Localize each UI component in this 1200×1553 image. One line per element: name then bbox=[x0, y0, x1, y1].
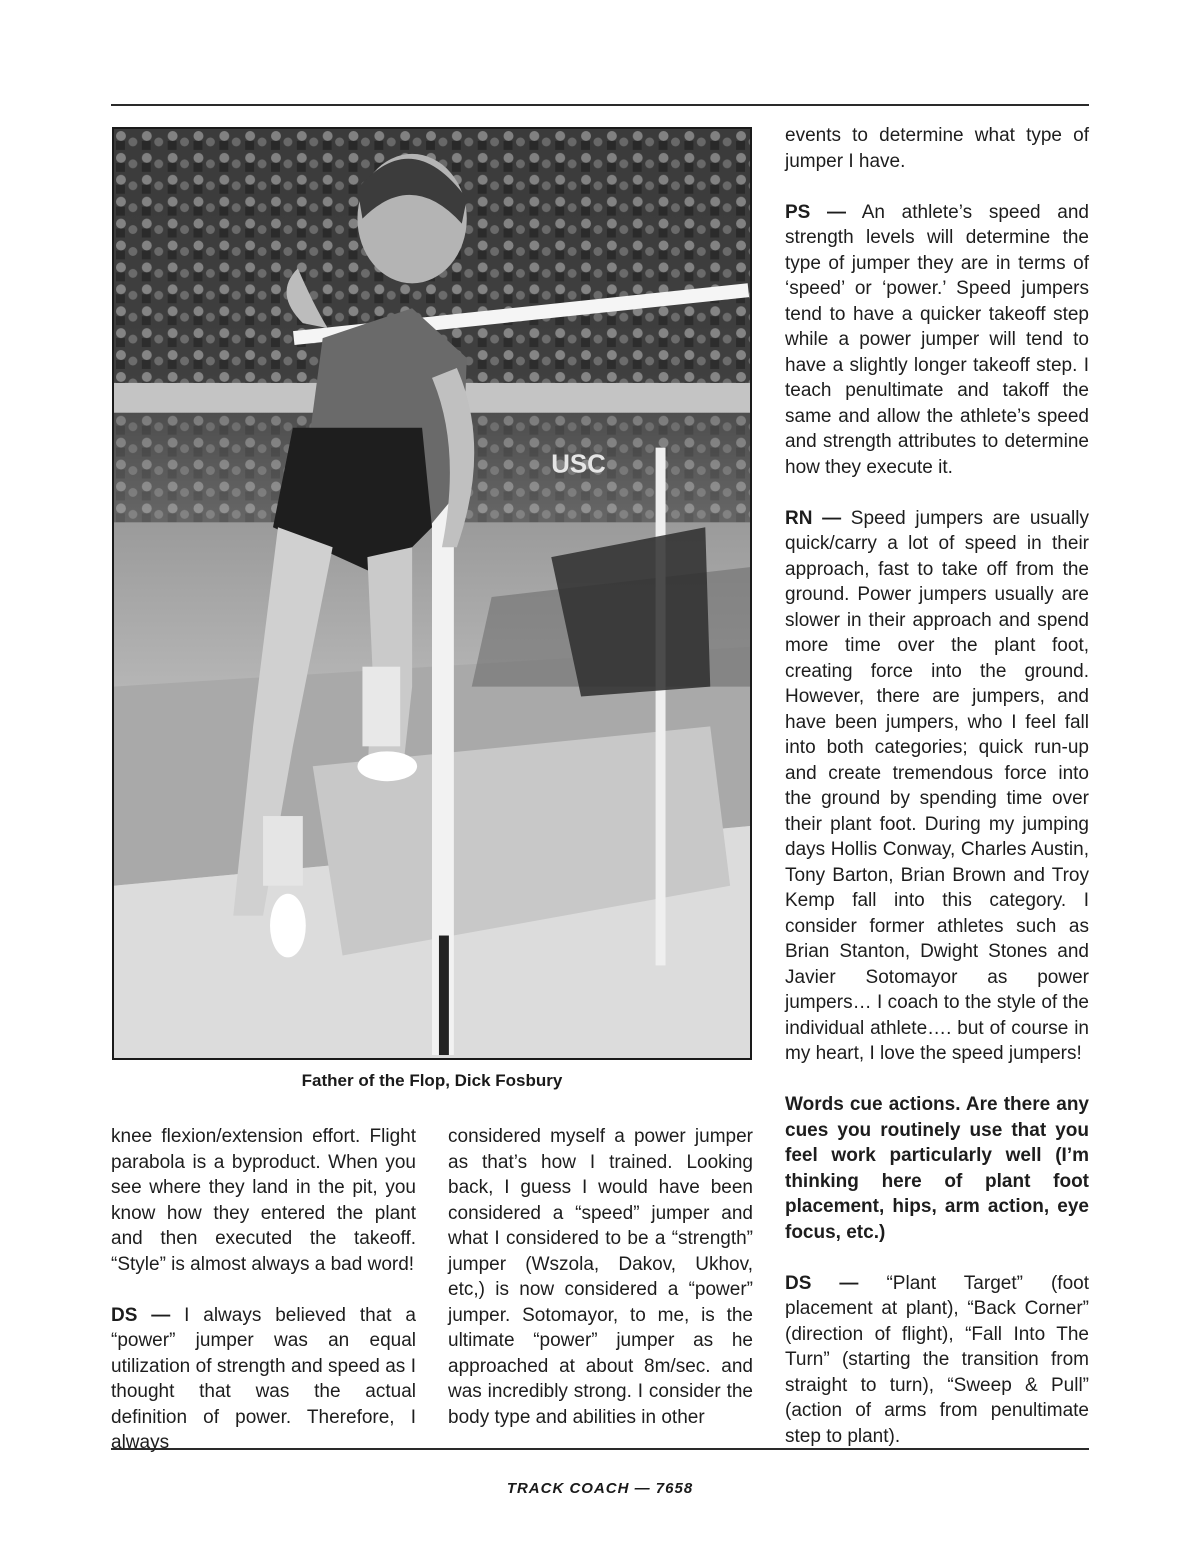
speaker-initials: DS — bbox=[785, 1272, 859, 1294]
paragraph-text: I always believed that a “power” jumper was an equal utilization of strength and speed as I thought that was the actual definition of power. Therefore, I always bbox=[111, 1304, 416, 1453]
bottom-rule bbox=[111, 1448, 1089, 1450]
column-1 bbox=[111, 1124, 416, 1456]
speaker-initials: DS — bbox=[111, 1304, 171, 1326]
speaker-initials: PS — bbox=[785, 201, 847, 223]
paragraph-text: An athlete’s speed and strength levels will determine the type of jumper they are in terms of ‘speed’ or ‘power.’ Speed jumpers tend to have a quicker takeoff step while a power jumper will tend to have a slightly longer takeoff step. I teach penultimate and takoff the same and allow the athlete’s speed and strength attributes to determine how they execute it. bbox=[785, 201, 1089, 478]
paragraph: knee flexion/extension effort. Flight parabola is a byproduct. When you see where they land in the pit, you know how they entered the plant and then executed the takeoff. “Style” is almost always a bad word! bbox=[111, 1126, 416, 1275]
page-footer: TRACK COACH — 7658 bbox=[506, 1480, 694, 1497]
top-rule bbox=[111, 104, 1089, 106]
photo-dick-fosbury bbox=[112, 127, 752, 1060]
paragraph bbox=[785, 200, 1089, 481]
paragraph-text: Speed jumpers are usually quick/carry a lot of speed in their approach, fast to take off from the ground. Power jumpers usually are slower in their approach and spend more time over the plant foot, creating force into the ground. However, there are jumpers, and have been jumpers, who I feel fall into both categories; quick run-up and create tremendous force into the ground by spending time over their plant foot. During my jumping days Hollis Conway, Charles Austin, Tony Barton, Brian Brown and Troy Kemp fall into this category. I consider former athletes such as Brian Stanton, Dwight Stones and Javier Sotomayor as power jumpers… I coach to the style of the individual athlete…. but of course in my heart, I love the speed jumpers! bbox=[785, 507, 1089, 1064]
paragraph bbox=[785, 1271, 1089, 1450]
high-jump-photo bbox=[114, 129, 750, 1058]
paragraph: events to determine what type of jumper I have. bbox=[785, 125, 1089, 172]
column-3 bbox=[785, 123, 1089, 1449]
paragraph bbox=[111, 1303, 416, 1456]
paragraph-text: “Plant Target” (foot placement at plant), “Back Corner” (direction of flight), “Fall Into The Turn” (starting the transition from straight to turn), “Sweep & Pull” (action of arms from penultimate step to plant). bbox=[785, 1272, 1089, 1447]
column-2 bbox=[448, 1124, 753, 1430]
interview-question: Words cue actions. Are there any cues you routinely use that you feel work particularly well (I’m thinking here of plant foot placement, hips, arm action, eye focus, etc.) bbox=[785, 1094, 1089, 1243]
svg-text:USC: USC bbox=[551, 450, 606, 479]
speaker-initials: RN — bbox=[785, 507, 842, 529]
paragraph bbox=[785, 506, 1089, 1067]
photo-caption: Father of the Flop, Dick Fosbury bbox=[301, 1071, 563, 1090]
paragraph: considered myself a power jumper as that’s how I trained. Looking back, I guess I would have been considered a “speed” jumper and what I considered to be a “strength” jumper (Wszola, Dakov, Ukhov, etc,) is now considered a “power” jumper. Sotomayor, to me, is the ultimate “power” jumper as he approached at about 8m/sec. and was incredibly strong. I consider the body type and abilities in other bbox=[448, 1126, 753, 1428]
